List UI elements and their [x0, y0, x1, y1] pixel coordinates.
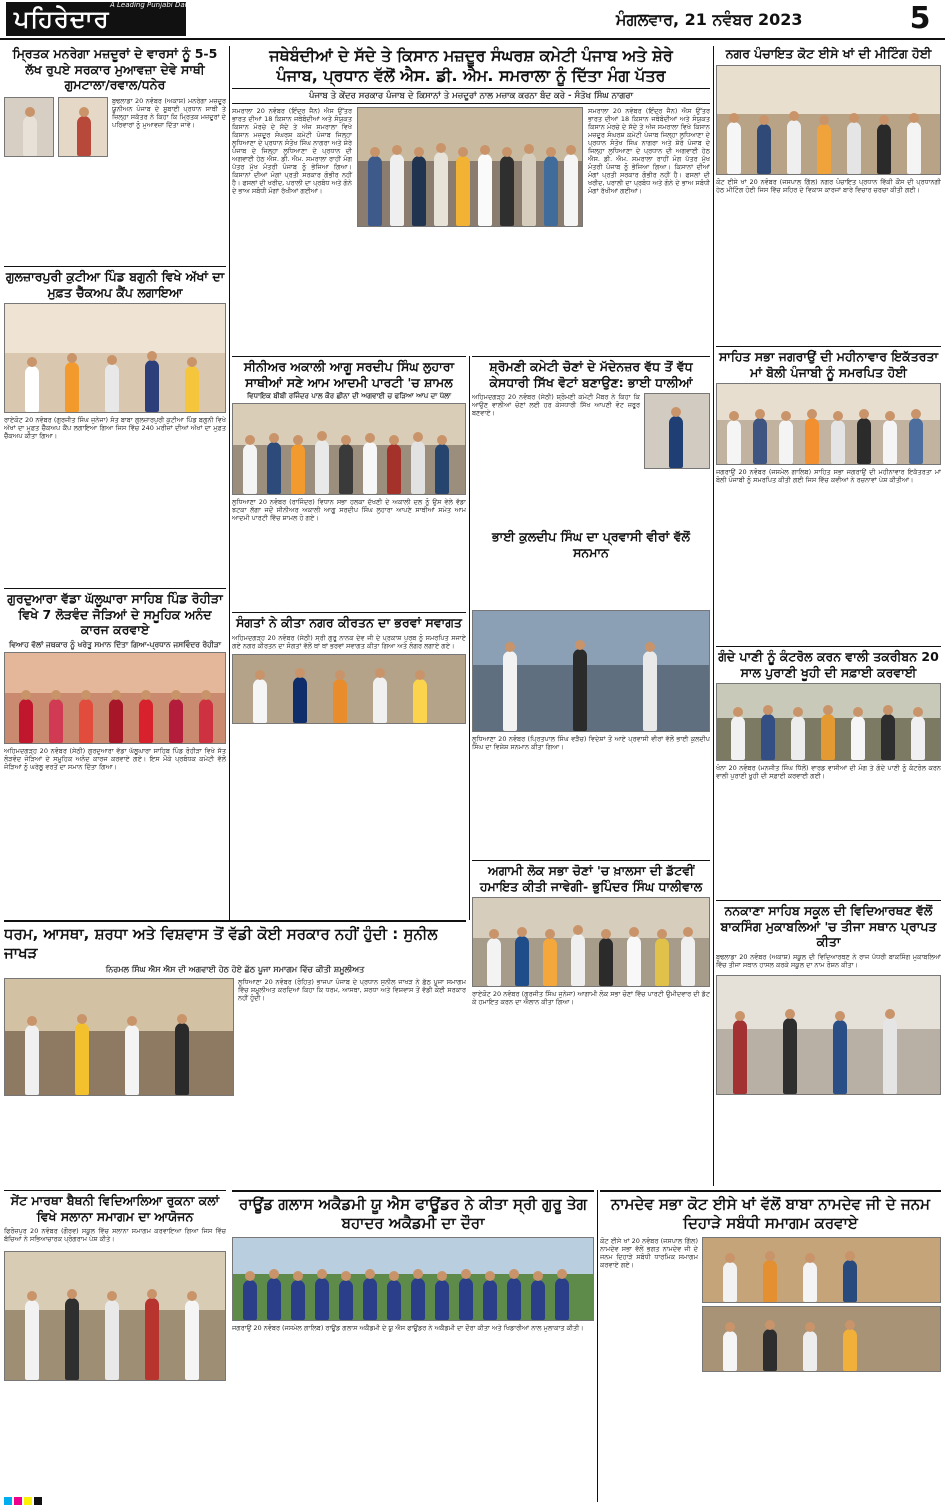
headline: ਸੰਗਤਾਂ ਨੇ ਕੀਤਾ ਨਗਰ ਕੀਰਤਨ ਦਾ ਭਰਵਾਂ ਸਵਾਗਤ	[232, 612, 466, 631]
headline: ਨਾਮਦੇਵ ਸਭਾ ਕੋਟ ਈਸੇ ਖਾਂ ਵੱਲੋਂ ਬਾਬਾ ਨਾਮਦੇਵ ਜੀ ਦੇ ਜਨਮ ਦਿਹਾੜੇ ਸਬੰਧੀ ਸਮਾਗਮ ਕਰਵਾਏ	[600, 1190, 941, 1233]
headline: ਸੇਂਟ ਮਾਰਥਾ ਬੈਥਨੀ ਵਿਦਿਆਲਿਆ ਰੁਕਨਾ ਕਲਾਂ ਵਿਖੇ ਸਲਾਨਾ ਸਮਾਗਮ ਦਾ ਆਯੋਜਨ	[4, 1190, 226, 1224]
headline: ਨਨਕਾਣਾ ਸਾਹਿਬ ਸਕੂਲ ਦੀ ਵਿਦਿਆਰਥਣ ਵੱਲੋਂ ਬਾਕਸਿੰਗ ਮੁਕਾਬਲਿਆਂ 'ਚ ਤੀਜਾ ਸਥਾਨ ਪ੍ਰਾਪਤ ਕੀਤਾ	[716, 900, 941, 950]
lead-photo	[357, 107, 583, 227]
magenta-swatch	[14, 1497, 22, 1505]
article-body: ਕੋਟ ਈਸੇ ਖਾਂ 20 ਨਵੰਬਰ (ਜਸਪਾਲ ਗਿੱਲ) ਨਾਮਦੇਵ ਸਭਾ ਵੱਲੋਂ ਭਗਤ ਨਾਮਦੇਵ ਜੀ ਦੇ ਜਨਮ ਦਿਹਾੜੇ ਸਬੰਧੀ ਧਾਰਮਿਕ ਸਮਾਗਮ ਕਰਵਾਏ ਗਏ।	[600, 1236, 698, 1269]
story-st-martha	[4, 1190, 226, 1500]
portrait-photo	[644, 393, 710, 469]
story-kuldeep-honour	[472, 610, 710, 880]
story-namdev-sabha	[600, 1190, 941, 1500]
article-body: ਜਗਰਾਉਂ 20 ਨਵੰਬਰ (ਜਸਮੇਲ ਗਾਲਿਬ) ਸਾਹਿਤ ਸਭਾ ਜਗਰਾਉਂ ਦੀ ਮਹੀਨਾਵਾਰ ਇਕੱਤਰਤਾ ਮਾਂ ਬੋਲੀ ਪੰਜਾਬੀ ਨੂੰ ਸਮਰਪਿਤ ਕੀਤੀ ਗਈ ਜਿਸ ਵਿੱਚ ਕਵੀਆਂ ਨੇ ਰਚਨਾਵਾਂ ਪੇਸ਼ ਕੀਤੀਆਂ।	[716, 468, 941, 485]
column-rule	[229, 46, 230, 920]
article-body: ਅਹਿਮਦਗੜ੍ਹ 20 ਨਵੰਬਰ (ਸੇਠੀ) ਗੁਰਦੁਆਰਾ ਵੱਡਾ ਘੱਲੂਘਾਰਾ ਸਾਹਿਬ ਪਿੰਡ ਰੋਹੀੜਾ ਵਿਖੇ ਸੱਤ ਲੋੜਵੰਦ ਜੋੜਿਆਂ ਦੇ ਸਮੂਹਿਕ ਅਨੰਦ ਕਾਰਜ ਕਰਵਾਏ ਗਏ। ਇਸ ਮੌਕੇ ਪ੍ਰਬੰਧਕ ਕਮੇਟੀ ਵੱਲੋਂ ਜੋੜਿਆਂ ਨੂੰ ਘਰੇਲੂ ਵਰਤੋਂ ਦਾ ਸਮਾਨ ਦਿੱਤਾ ਗਿਆ।	[4, 746, 226, 771]
story-boxing	[716, 900, 941, 1188]
lead-headline-line-2: ਪੰਜਾਬ, ਪ੍ਰਧਾਨ ਵੱਲੋਂ ਐਸ. ਡੀ. ਐਮ. ਸਮਰਾਲਾ ਨੂੰ ਦਿੱਤਾ ਮੰਗ ਪੱਤਰ	[276, 66, 666, 85]
subheadline: ਨਿਰਮਲ ਸਿੰਘ ਐਸ ਐਸ ਦੀ ਅਗਵਾਈ ਹੇਠ ਹੋਏ ਛੱਠ ਪੂਜਾ ਸਮਾਗਮ ਵਿੱਚ ਕੀਤੀ ਸ਼ਮੂਲੀਅਤ	[105, 964, 365, 974]
team-photo	[232, 1237, 594, 1321]
yellow-swatch	[24, 1497, 32, 1505]
article-body: ਅਹਿਮਦਗੜ੍ਹ 20 ਨਵੰਬਰ (ਸੇਠੀ) ਸ੍ਰੀ ਗੁਰੂ ਨਾਨਕ ਦੇਵ ਜੀ ਦੇ ਪ੍ਰਕਾਸ਼ ਪੁਰਬ ਨੂੰ ਸਮਰਪਿਤ ਸਜਾਏ ਗਏ ਨਗਰ ਕੀਰਤਨ ਦਾ ਸੰਗਤਾਂ ਵੱਲੋਂ ਥਾਂ ਥਾਂ ਭਰਵਾਂ ਸਵਾਗਤ ਕੀਤਾ ਗਿਆ ਅਤੇ ਲੰਗਰ ਲਗਾਏ ਗਏ।	[232, 633, 466, 650]
headline: ਸ਼੍ਰੋਮਣੀ ਕਮੇਟੀ ਚੋਣਾਂ ਦੇ ਮੱਦੇਨਜ਼ਰ ਵੱਧ ਤੋਂ ਵੱਧ ਕੇਸਧਾਰੀ ਸਿੱਖ ਵੋਟਾਂ ਬਣਾਉਣ: ਭਾਈ ਧਾਲੀਆਂ	[472, 356, 710, 390]
article-body: ਬੁਢਲਾਡਾ 20 ਨਵੰਬਰ (ਅਕਾਸ਼) ਮਨਰੇਗਾ ਮਜ਼ਦੂਰ ਯੂਨੀਅਨ ਪੰਜਾਬ ਦੇ ਸੂਬਾਈ ਪ੍ਰਧਾਨ ਸਾਥੀ ਤੇ ਜ਼ਿਲ੍ਹਾ ਸਕੱਤਰ ਨੇ ਕਿਹਾ ਕਿ ਮ੍ਰਿਤਕ ਮਜ਼ਦੂਰਾਂ ਦੇ ਪਰਿਵਾਰਾਂ ਨੂੰ ਮੁਆਵਜ਼ਾ ਦਿੱਤਾ ਜਾਵੇ।	[112, 96, 226, 129]
cyan-swatch	[4, 1497, 12, 1505]
event-photo	[472, 897, 710, 987]
black-swatch	[34, 1497, 42, 1505]
story-round-glass	[232, 1190, 594, 1500]
event-photo	[716, 683, 941, 761]
event-photo	[4, 303, 226, 413]
article-body: ਫਿਰੋਜ਼ਪੁਰ 20 ਨਵੰਬਰ (ਗੌਰਵ) ਸਕੂਲ ਵਿੱਚ ਸਲਾਨਾ ਸਮਾਗਮ ਕਰਵਾਇਆ ਗਿਆ ਜਿਸ ਵਿੱਚ ਬੱਚਿਆਂ ਨੇ ਸਭਿਆਚਾਰਕ ਪ੍ਰੋਗਰਾਮ ਪੇਸ਼ ਕੀਤੇ।	[4, 1227, 226, 1244]
article-body: ਲੁਧਿਆਣਾ 20 ਨਵੰਬਰ (ਪ੍ਰਿਤਪਾਲ ਸਿੰਘ ਵੜੈਚ) ਵਿਦੇਸ਼ਾਂ ਤੋਂ ਆਏ ਪ੍ਰਵਾਸੀ ਵੀਰਾਂ ਵੱਲੋਂ ਭਾਈ ਕੁਲਦੀਪ ਸਿੰਘ ਦਾ ਵਿਸ਼ੇਸ਼ ਸਨਮਾਨ ਕੀਤਾ ਗਿਆ।	[472, 735, 710, 751]
event-photo	[702, 1237, 941, 1303]
lead-subheadline: ਪੰਜਾਬ ਤੇ ਕੇਂਦਰ ਸਰਕਾਰ ਪੰਜਾਬ ਦੇ ਕਿਸਾਨਾਂ ਤੇ ਮਜ਼ਦੂਰਾਂ ਨਾਲ ਮਜ਼ਾਕ ਕਰਨਾ ਬੰਦ ਕਰੇ - ਸੰਤੋਖ ਸਿੰਘ ਨਾਗਰਾ	[232, 88, 710, 104]
subheadline: ਵਿਆਹ ਵੱਲਾਂ ਜਥਕਾਰ ਨੂੰ ਖਰੇਤੂ ਸਮਾਨ ਦਿੱਤਾ ਗਿਆ-ਪ੍ਰਧਾਨ ਜਸਵਿੰਦਰ ਰੋਹੀੜਾ	[8, 639, 222, 649]
story-anand-karaj	[4, 588, 226, 916]
event-photo	[4, 978, 234, 1096]
masthead	[0, 0, 945, 40]
story-lok-sabha	[472, 860, 710, 1160]
headline: ਨਗਰ ਪੰਚਾਇਤ ਕੋਟ ਈਸੇ ਖਾਂ ਦੀ ਮੀਟਿੰਗ ਹੋਈ	[725, 46, 932, 61]
tagline: A Leading Punjabi Daily	[110, 1, 193, 9]
lead-body-continued: ਸਮਰਾਲਾ 20 ਨਵੰਬਰ (ਇੰਦ੍ਰ ਜੈਨ) ਐਸ ਉੱਤਰ ਭਾਰਤ ਦੀਆਂ 18 ਕਿਸਾਨ ਜਥੇਬੰਦੀਆਂ ਅਤੇ ਸੰਯੁਕਤ ਕਿਸਾਨ ਮੋਰਚੇ ਦੇ ਸੱਦੇ ਤੇ ਅੱਜ ਸਮਰਾਲਾ ਵਿਖੇ ਕਿਸਾਨ ਮਜ਼ਦੂਰ ਸੰਘਰਸ਼ ਕਮੇਟੀ ਪੰਜਾਬ ਜਿਲ੍ਹਾ ਲੁਧਿਆਣਾ ਦੇ ਪ੍ਰਧਾਨ ਸੰਤੋਖ ਸਿੰਘ ਨਾਗਰਾ ਅਤੇ ਸ਼ੇਰੇ ਪੰਜਾਬ ਦੇ ਜਿਲ੍ਹਾ ਲੁਧਿਆਣਾ ਦੇ ਪ੍ਰਧਾਨ ਦੀ ਅਗਵਾਈ ਹੇਠ ਐਸ. ਡੀ. ਐਮ. ਸਮਰਾਲਾ ਰਾਹੀਂ ਮੰਗ ਪੱਤਰ ਮੁੱਖ ਮੰਤਰੀ ਪੰਜਾਬ ਨੂੰ ਭੇਜਿਆ ਗਿਆ। ਕਿਸਾਨਾਂ ਦੀਆਂ ਮੰਗਾਂ ਪ੍ਰਤੀ ਸਰਕਾਰ ਗੰਭੀਰ ਨਹੀਂ ਹੈ। ਫਸਲਾਂ ਦੀ ਖਰੀਦ, ਪਰਾਲੀ ਦਾ ਪ੍ਰਬੰਧ ਅਤੇ ਗੰਨੇ ਦੇ ਭਾਅ ਸਬੰਧੀ ਮੰਗਾਂ ਰੱਖੀਆਂ ਗਈਆਂ।	[588, 107, 710, 195]
story-sunil-jakhar	[4, 920, 466, 1186]
newspaper-logo: ਪਹਿਰੇਦਾਰ	[6, 2, 186, 36]
article-body: ਰਾਏਕੋਟ 20 ਨਵੰਬਰ (ਗੁਰਜੀਤ ਸਿੰਘ ਜੁਨੇਜਾ) ਸੰਤ ਬਾਬਾ ਗੁਲਜ਼ਾਰਪੁਰੀ ਕੁਟੀਆ ਪਿੰਡ ਬਗੁਨੀ ਵਿਖੇ ਅੱਖਾਂ ਦਾ ਮੁਫ਼ਤ ਚੈੱਕਅਪ ਕੈਂਪ ਲਗਾਇਆ ਗਿਆ ਜਿਸ ਵਿੱਚ 240 ਮਰੀਜ਼ਾਂ ਦੀਆਂ ਅੱਖਾਂ ਦਾ ਮੁਫ਼ਤ ਚੈੱਕਅਪ ਕੀਤਾ ਗਿਆ।	[4, 416, 226, 441]
headline: ਗੁਰਦੁਆਰਾ ਵੱਡਾ ਘੱਲੂਘਾਰਾ ਸਾਹਿਬ ਪਿੰਡ ਰੋਹੀੜਾ ਵਿਖੇ 7 ਲੋੜਵੰਦ ਜੋੜਿਆਂ ਦੇ ਸਮੂਹਿਕ ਅਨੰਦ ਕਾਰਜ ਕਰਵਾਏ	[4, 588, 226, 638]
portrait-photo	[58, 97, 108, 157]
event-photo	[232, 403, 466, 495]
headline: ਧਰਮ, ਆਸਥਾ, ਸ਼ਰਧਾ ਅਤੇ ਵਿਸ਼ਵਾਸ ਤੋਂ ਵੱਡੀ ਕੋਈ ਸਰਕਾਰ ਨਹੀਂ ਹੁੰਦੀ : ਸੁਨੀਲ ਜਾਖੜ	[4, 920, 466, 963]
page-number: 5	[909, 1, 931, 36]
event-photo	[232, 654, 466, 724]
headline: ਸਾਹਿਤ ਸਭਾ ਜਗਰਾਉਂ ਦੀ ਮਹੀਨਾਵਾਰ ਇਕੱਤਰਤਾ ਮਾਂ ਬੋਲੀ ਪੰਜਾਬੀ ਨੂੰ ਸਮਰਪਿਤ ਹੋਈ	[716, 346, 941, 380]
column-rule	[469, 356, 470, 920]
article-body: ਖੰਨਾ 20 ਨਵੰਬਰ (ਮਨਜੀਤ ਸਿੰਘ ਧਿੱਲੋਂ) ਵਾਰਡ ਵਾਸੀਆਂ ਦੀ ਮੰਗ ਤੇ ਗੰਦੇ ਪਾਣੀ ਨੂੰ ਕੰਟਰੋਲ ਕਰਨ ਵਾਲੀ ਪੁਰਾਣੀ ਖੂਹੀ ਦੀ ਸਫ਼ਾਈ ਕਰਵਾਈ ਗਈ।	[716, 764, 941, 781]
column-rule	[713, 46, 714, 1186]
event-photo	[716, 383, 941, 465]
article-body: ਰਾਏਕੋਟ 20 ਨਵੰਬਰ (ਗੁਰਜੀਤ ਸਿੰਘ ਜੁਨੇਜਾ) ਆਗਾਮੀ ਲੋਕ ਸਭਾ ਚੋਣਾਂ ਵਿੱਚ ਪਾਰਟੀ ਉਮੀਦਵਾਰ ਦੀ ਡੱਟ ਕੇ ਹਮਾਇਤ ਕਰਨ ਦਾ ਐਲਾਨ ਕੀਤਾ ਗਿਆ।	[472, 990, 710, 1007]
headline: ਮ੍ਰਿਤਕ ਮਨਰੇਗਾ ਮਜ਼ਦੂਰਾਂ ਦੇ ਵਾਰਸਾਂ ਨੂੰ 5-5 ਲੱਖ ਰੁਪਏ ਸਰਕਾਰ ਮੁਆਵਜ਼ਾ ਦੇਵੇ ਸਾਥੀ ਗੁਮਟਾਲਾ/ਰਵਾਲ/ਧਨੇਰ	[12, 46, 218, 93]
registration-marks	[4, 1497, 42, 1505]
subheadline: ਵਿਧਾਇਕ ਬੀਬੀ ਰਜਿੰਦਰ ਪਾਲ ਕੌਰ ਛੀਨਾ ਦੀ ਅਗਵਾਈ ਚ ਫੜਿਆ ਆਪ ਦਾ ਪੱਲਾ	[247, 392, 451, 401]
story-akali-joins-aap	[232, 356, 466, 772]
lead-headline-line-1: ਜਥੇਬੰਦੀਆਂ ਦੇ ਸੱਦੇ ਤੇ ਕਿਸਾਨ ਮਜ਼ਦੂਰ ਸੰਘਰਸ਼ ਕਮੇਟੀ ਪੰਜਾਬ ਅਤੇ ਸ਼ੇਰੇ	[269, 46, 673, 65]
story-sahit-sabha	[716, 346, 941, 646]
event-photo	[472, 610, 710, 732]
article-body: ਲੁਧਿਆਣਾ 20 ਨਵੰਬਰ (ਰੋਹਿਤ) ਭਾਜਪਾ ਪੰਜਾਬ ਦੇ ਪ੍ਰਧਾਨ ਸੁਨੀਲ ਜਾਖੜ ਨੇ ਛੱਠ ਪੂਜਾ ਸਮਾਗਮ ਵਿੱਚ ਸ਼ਮੂਲੀਅਤ ਕਰਦਿਆਂ ਕਿਹਾ ਕਿ ਧਰਮ, ਆਸਥਾ, ਸ਼ਰਧਾ ਅਤੇ ਵਿਸ਼ਵਾਸ ਤੋਂ ਵੱਡੀ ਕੋਈ ਸਰਕਾਰ ਨਹੀਂ ਹੁੰਦੀ।	[238, 977, 466, 1002]
event-photo	[4, 1251, 226, 1381]
article-body: ਲੁਧਿਆਣਾ 20 ਨਵੰਬਰ (ਰਾਜਿੰਦਰ) ਵਿਧਾਨ ਸਭਾ ਹਲਕਾ ਦੱਖਣੀ ਦੇ ਅਕਾਲੀ ਦਲ ਨੂੰ ਉਸ ਵੇਲੇ ਵੱਡਾ ਝਟਕਾ ਲੱਗਾ ਜਦੋਂ ਸੀਨੀਅਰ ਅਕਾਲੀ ਆਗੂ ਸਰਦੀਪ ਸਿੰਘ ਲੁਹਾਰਾ ਆਪਣੇ ਸਾਥੀਆਂ ਸਮੇਤ ਆਮ ਆਦਮੀ ਪਾਰਟੀ ਵਿੱਚ ਸ਼ਾਮਲ ਹੋ ਗਏ।	[232, 498, 466, 523]
headline: ਸੀਨੀਅਰ ਅਕਾਲੀ ਆਗੂ ਸਰਦੀਪ ਸਿੰਘ ਲੁਹਾਰਾ ਸਾਥੀਆਂ ਸਣੇ ਆਮ ਆਦਮੀ ਪਾਰਟੀ 'ਚ ਸ਼ਾਮਲ	[232, 356, 466, 390]
article-body: ਜਗਰਾਉਂ 20 ਨਵੰਬਰ (ਜਸਮੇਲ ਗਾਲਿਬ) ਰਾਊਂਡ ਗਲਾਸ ਅਕੈਡਮੀ ਦੇ ਯੂ ਐਸ ਫਾਊਂਡਰ ਨੇ ਅਕੈਡਮੀ ਦਾ ਦੌਰਾ ਕੀਤਾ ਅਤੇ ਖਿਡਾਰੀਆਂ ਨਾਲ ਮੁਲਾਕਾਤ ਕੀਤੀ।	[232, 1323, 584, 1332]
story-eye-camp	[4, 266, 226, 586]
article-body: ਅਹਿਮਦਗੜ੍ਹ 20 ਨਵੰਬਰ (ਸੇਠੀ) ਸ਼੍ਰੋਮਣੀ ਕਮੇਟੀ ਮੈਂਬਰ ਨੇ ਕਿਹਾ ਕਿ ਆਉਣ ਵਾਲੀਆਂ ਚੋਣਾਂ ਲਈ ਹਰ ਕੇਸਧਾਰੀ ਸਿੱਖ ਆਪਣੀ ਵੋਟ ਜ਼ਰੂਰ ਬਣਵਾਏ।	[472, 393, 640, 418]
headline: ਗੁਲਜ਼ਾਰਪੁਰੀ ਕੁਟੀਆ ਪਿੰਡ ਬਗੁਨੀ ਵਿਖੇ ਅੱਖਾਂ ਦਾ ਮੁਫ਼ਤ ਚੈੱਕਅਪ ਕੈਂਪ ਲਗਾਇਆ	[4, 266, 226, 300]
column-rule	[597, 1190, 598, 1502]
event-photo	[4, 652, 226, 744]
portrait-photo	[4, 97, 54, 157]
article-body: ਬੁਢਲਾਡਾ 20 ਨਵੰਬਰ (ਅਕਾਸ਼) ਸਕੂਲ ਦੀ ਵਿਦਿਆਰਥਣ ਨੇ ਰਾਜ ਪੱਧਰੀ ਬਾਕਸਿੰਗ ਮੁਕਾਬਲਿਆਂ ਵਿੱਚ ਤੀਜਾ ਸਥਾਨ ਹਾਸਲ ਕਰਕੇ ਸਕੂਲ ਦਾ ਨਾਮ ਰੋਸ਼ਨ ਕੀਤਾ।	[716, 952, 941, 969]
lead-story	[232, 46, 710, 352]
story-khuhi-cleaning	[716, 646, 941, 896]
headline: ਅਗਾਮੀ ਲੋਕ ਸਭਾ ਚੋਣਾਂ 'ਚ ਖ਼ਾਲਸਾ ਦੀ ਡੱਟਵੀਂ ਹਮਾਇਤ ਕੀਤੀ ਜਾਵੇਗੀ- ਭੁਪਿੰਦਰ ਸਿੰਘ ਧਾਲੀਵਾਲ	[472, 860, 710, 894]
headline: ਰਾਊਂਡ ਗਲਾਸ ਅਕੈਡਮੀ ਯੂ ਐਸ ਫਾਊਂਡਰ ਨੇ ਕੀਤਾ ਸ੍ਰੀ ਗੁਰੂ ਤੇਗ ਬਹਾਦਰ ਅਕੈਡਮੀ ਦਾ ਦੌਰਾ	[232, 1190, 594, 1233]
lead-body: ਸਮਰਾਲਾ 20 ਨਵੰਬਰ (ਇੰਦ੍ਰ ਜੈਨ) ਐਸ ਉੱਤਰ ਭਾਰਤ ਦੀਆਂ 18 ਕਿਸਾਨ ਜਥੇਬੰਦੀਆਂ ਅਤੇ ਸੰਯੁਕਤ ਕਿਸਾਨ ਮੋਰਚੇ ਦੇ ਸੱਦੇ ਤੇ ਅੱਜ ਸਮਰਾਲਾ ਵਿਖੇ ਕਿਸਾਨ ਮਜ਼ਦੂਰ ਸੰਘਰਸ਼ ਕਮੇਟੀ ਪੰਜਾਬ ਜਿਲ੍ਹਾ ਲੁਧਿਆਣਾ ਦੇ ਪ੍ਰਧਾਨ ਸੰਤੋਖ ਸਿੰਘ ਨਾਗਰਾ ਅਤੇ ਸ਼ੇਰੇ ਪੰਜਾਬ ਦੇ ਜਿਲ੍ਹਾ ਲੁਧਿਆਣਾ ਦੇ ਪ੍ਰਧਾਨ ਦੀ ਅਗਵਾਈ ਹੇਠ ਐਸ. ਡੀ. ਐਮ. ਸਮਰਾਲਾ ਰਾਹੀਂ ਮੰਗ ਪੱਤਰ ਮੁੱਖ ਮੰਤਰੀ ਪੰਜਾਬ ਨੂੰ ਭੇਜਿਆ ਗਿਆ। ਕਿਸਾਨਾਂ ਦੀਆਂ ਮੰਗਾਂ ਪ੍ਰਤੀ ਸਰਕਾਰ ਗੰਭੀਰ ਨਹੀਂ ਹੈ। ਫਸਲਾਂ ਦੀ ਖਰੀਦ, ਪਰਾਲੀ ਦਾ ਪ੍ਰਬੰਧ ਅਤੇ ਗੰਨੇ ਦੇ ਭਾਅ ਸਬੰਧੀ ਮੰਗਾਂ ਰੱਖੀਆਂ ਗਈਆਂ।	[232, 107, 352, 195]
story-nagar-panchayat	[716, 46, 941, 346]
event-photo	[716, 975, 941, 1095]
story-sgpc-votes	[472, 356, 710, 606]
story-mnrega	[4, 46, 226, 264]
article-body: ਕੋਟ ਈਸੇ ਖਾਂ 20 ਨਵੰਬਰ (ਜਸਪਾਲ ਗਿੱਲ) ਨਗਰ ਪੰਚਾਇਤ ਪ੍ਰਧਾਨ ਵਿੱਕੀ ਕੌਂਸ ਦੀ ਪ੍ਰਧਾਨਗੀ ਹੇਠ ਮੀਟਿੰਗ ਹੋਈ ਜਿਸ ਵਿੱਚ ਸ਼ਹਿਰ ਦੇ ਵਿਕਾਸ ਕਾਰਜਾਂ ਬਾਰੇ ਵਿਚਾਰ ਚਰਚਾ ਕੀਤੀ ਗਈ।	[716, 177, 941, 194]
headline: ਭਾਈ ਕੁਲਦੀਪ ਸਿੰਘ ਦਾ ਪ੍ਰਵਾਸੀ ਵੀਰਾਂ ਵੱਲੋਂ ਸਨਮਾਨ	[492, 529, 690, 560]
headline: ਗੰਦੇ ਪਾਣੀ ਨੂੰ ਕੰਟਰੋਲ ਕਰਨ ਵਾਲੀ ਤਕਰੀਬਨ 20 ਸਾਲ ਪੁਰਾਣੀ ਖੂਹੀ ਦੀ ਸਫ਼ਾਈ ਕਰਵਾਈ	[716, 646, 941, 680]
event-photo	[716, 65, 941, 175]
event-photo	[702, 1306, 941, 1372]
dateline: ਮੰਗਲਵਾਰ, 21 ਨਵੰਬਰ 2023	[616, 10, 803, 29]
